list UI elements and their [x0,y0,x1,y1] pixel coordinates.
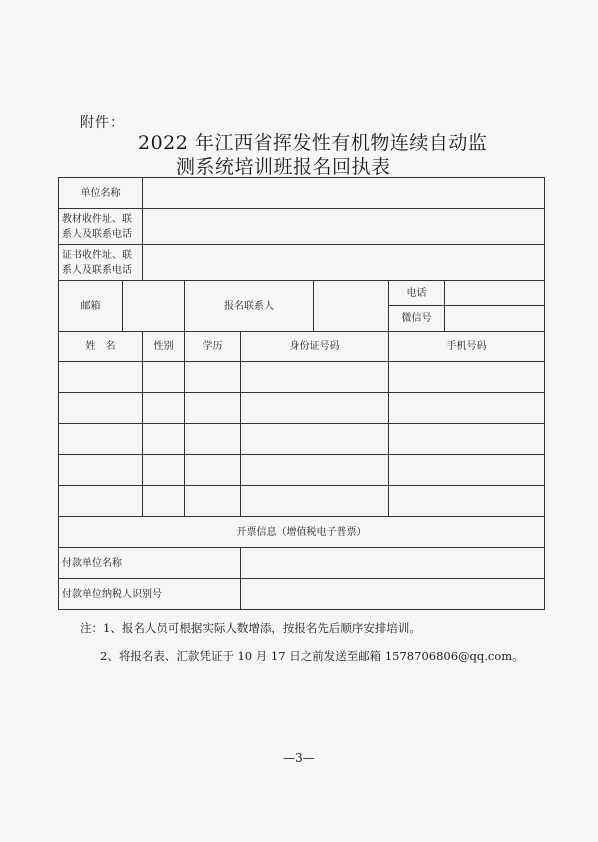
participant-name-cell[interactable] [59,486,143,517]
attachment-label: 附件： [80,115,125,131]
contact-row-1 [59,281,545,306]
participant-mobile-cell[interactable] [389,455,545,486]
participant-name-cell[interactable] [59,393,143,424]
certificate-address-label-line-1: 证书收件址、联 [62,249,132,261]
participant-row [59,486,545,517]
column-header-name: 姓 名 [59,332,143,362]
invoice-header-row [59,517,545,548]
wechat-label: 微信号 [389,306,445,332]
participant-mobile-cell[interactable] [389,393,545,424]
certificate-address-label [59,245,143,281]
participant-row [59,393,545,424]
title-line-1: 2022 年江西省挥发性有机物连续自动监 [138,132,488,154]
contact-person-label: 报名联系人 [185,281,314,332]
note-1: 注：1、报名人员可根据实际人数增添，按报名先后顺序安排培训。 [80,621,421,635]
postcode-cell[interactable] [123,281,185,332]
participant-gender-cell[interactable] [143,486,185,517]
notes [80,620,580,664]
participant-education-cell[interactable] [185,486,241,517]
material-address-row [59,209,545,245]
participant-row [59,362,545,393]
postcode-label: 邮箱 [59,281,123,332]
form-title [138,131,538,179]
participant-gender-cell[interactable] [143,362,185,393]
participant-id-cell[interactable] [241,362,389,393]
participant-education-cell[interactable] [185,362,241,393]
certificate-address-row [59,245,545,281]
participant-id-cell[interactable] [241,486,389,517]
certificate-address-label-line-2: 系人及联系电话 [62,264,132,276]
payer-name-row [59,548,545,579]
material-address-cell[interactable] [143,209,545,245]
participant-id-cell[interactable] [241,393,389,424]
material-address-label [59,209,143,245]
participant-row [59,455,545,486]
participant-gender-cell[interactable] [143,424,185,455]
material-address-label-line-1: 教材收件址、联 [62,213,132,225]
payer-name-label: 付款单位名称 [59,548,241,579]
participant-name-cell[interactable] [59,424,143,455]
registration-form-table [58,177,545,610]
phone-label: 电话 [389,281,445,306]
payer-tax-id-row [59,579,545,610]
participants-header-row [59,332,545,362]
participant-name-cell[interactable] [59,455,143,486]
wechat-cell[interactable] [445,306,545,332]
participant-education-cell[interactable] [185,424,241,455]
participant-gender-cell[interactable] [143,455,185,486]
participant-id-cell[interactable] [241,455,389,486]
title-line-2: 测系统培训班报名回执表 [176,156,391,178]
note-2: 2、将报名表、汇款凭证于 10 月 17 日之前发送至邮箱 1578706806@qq.com。 [100,649,524,663]
participant-id-cell[interactable] [241,424,389,455]
payer-tax-id-label: 付款单位纳税人识别号 [59,579,241,610]
column-header-gender: 性别 [143,332,185,362]
contact-person-cell[interactable] [314,281,389,332]
column-header-id-number: 身份证号码 [241,332,389,362]
page-number: —3— [283,751,315,765]
column-header-mobile: 手机号码 [389,332,545,362]
certificate-address-cell[interactable] [143,245,545,281]
unit-name-label: 单位名称 [59,178,143,209]
participant-mobile-cell[interactable] [389,362,545,393]
payer-name-cell[interactable] [241,548,545,579]
participant-name-cell[interactable] [59,362,143,393]
unit-name-cell[interactable] [143,178,545,209]
column-header-education: 学历 [185,332,241,362]
material-address-label-line-2: 系人及联系电话 [62,228,132,240]
participant-education-cell[interactable] [185,393,241,424]
participant-row [59,424,545,455]
phone-cell[interactable] [445,281,545,306]
unit-name-row [59,178,545,209]
participant-mobile-cell[interactable] [389,486,545,517]
participant-gender-cell[interactable] [143,393,185,424]
participant-mobile-cell[interactable] [389,424,545,455]
payer-tax-id-cell[interactable] [241,579,545,610]
invoice-header: 开票信息（增值税电子普票） [59,517,545,548]
participant-education-cell[interactable] [185,455,241,486]
